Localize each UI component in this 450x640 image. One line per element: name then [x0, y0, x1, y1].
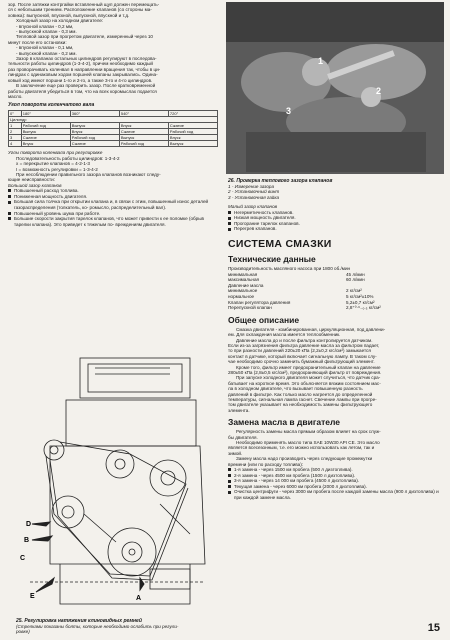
table-cell: Выпуск — [21, 129, 70, 135]
overview-line: то при разности давлений 220±20 кПа (2,2±0,2 кгс/см²) замыкается — [228, 348, 371, 354]
overview-line: Кроме того, фильтр имеет предохранительный клапан на давление — [236, 364, 381, 370]
table-header-cell: 0° — [9, 111, 22, 117]
bullet-icon — [8, 195, 11, 198]
order-paragraph: масло. — [8, 93, 23, 99]
overview-line: Давление масла до и после фильтра контролируется датчиком. — [236, 337, 373, 343]
spec-value: 5,2±0,7 кг/см² — [346, 299, 375, 305]
photo-caption: 26. Проверка теплового зазора клапанов — [228, 178, 333, 184]
photo-legend-item: 3 - Установочная гайка — [228, 194, 280, 200]
table-cell: Рабочий ход — [119, 141, 168, 147]
section-title: СИСТЕМА СМАЗКИ — [228, 238, 332, 250]
table-cell: 1 — [9, 123, 22, 129]
overview-line: температуры, сигнальная лампа гаснет. Свечение лампы при прогре- — [228, 397, 377, 403]
spec-key: нормальное — [228, 293, 255, 299]
bullet-icon — [228, 474, 231, 477]
overview-line: Если из-за загрязнения фильтра давление масла за фильтром падает, — [228, 342, 380, 348]
table-header-cell: 720° — [168, 111, 217, 117]
oil-change-line: Замену масла надо производить через следующие промежутки — [236, 456, 373, 462]
spec-value: 2,8⁺⁰·⁶₋₀.₃ кг/см² — [346, 305, 381, 311]
cold-clearance-item: - выпускной клапан - 0,3 мм. — [16, 29, 77, 35]
table-cell: Сжатие — [70, 141, 119, 147]
table-cell: Рабочий ход — [21, 123, 70, 129]
left-column — [8, 2, 220, 227]
list-item-text: Большая сила толчка при открытии клапана и, в связи с этим, повышенный износ деталей газораспределения (толкатель, ко- ромысло, распределительный вал). — [14, 199, 209, 210]
table-cell: Выпуск — [70, 123, 119, 129]
table-cell: Сжатие — [21, 135, 70, 141]
table-title: Угол поворота коленчатого вала — [8, 102, 95, 109]
list-item — [8, 216, 220, 227]
diagram-caption-note: ровке) — [16, 629, 30, 635]
list-item-text: Перегрев клапанов. — [234, 226, 277, 232]
oil-change-line: Регулярность замены масла прямым образом влияет на срок служ- — [236, 429, 381, 435]
oil-change-line: бы двигателя. — [228, 434, 258, 440]
oil-change-line: времени (или по расходу топлива): — [228, 461, 304, 467]
spec-value: 45 л/мин — [346, 271, 365, 277]
oil-change-line: Необходимо применять масло типа SAE 10W30 API CE. Это масло — [236, 440, 380, 446]
list-item-text: Текущая замена - через 6000 км пробега (2000 л дизтоплива). — [234, 483, 367, 489]
overview-line: контакт в датчике, который включает сигнальную лампу. В таком слу- — [228, 353, 377, 359]
overview-heading: Общее описание — [228, 314, 300, 325]
table-cell: Выпуск — [119, 135, 168, 141]
bullet-icon — [228, 217, 231, 220]
order-paragraph: Зазор в клапанах остальных цилиндров регулируют в последова- — [16, 56, 157, 62]
engine-photo — [226, 2, 444, 174]
bullet-icon — [228, 211, 231, 214]
intro-line: ся с небольшим трением. Расположение клапанов (со стороны ма- — [8, 7, 152, 13]
list-item-text: Повышенный уровень шума при работе. — [14, 210, 101, 216]
angles-title: Углы поворота коленвала при регулировке — [8, 150, 103, 156]
oil-change-heading: Замена масла в двигателе — [228, 417, 341, 428]
diagram-caption: 25. Регулировка натяжения клиновидных ремней — [16, 618, 142, 624]
photo-legend-item: 2 - Установочный винт — [228, 189, 280, 195]
list-item-text: Очистка центрифуги - через 3000 км пробега после каждой замены масла (900 л дизтоплива) и при каждой замене масла. — [234, 489, 439, 501]
order-paragraph: работы двигателя убедиться в том, что на всех коромыслах подается — [8, 88, 157, 94]
diagram-caption-block — [16, 618, 216, 635]
spec-key: Давление масла — [228, 282, 264, 288]
angles-line: При несоблюдении правильного зазора клапанов возникают следу- — [16, 171, 161, 177]
list-item-text: 1-я замена - через 1500 км пробега (500 л дизтоплива). — [234, 467, 353, 473]
list-item-text: Повышенный расход топлива. — [14, 188, 79, 194]
page-number: 15 — [427, 622, 440, 634]
overview-line: ем. Для охлаждения масла имеется теплообменник. — [228, 332, 341, 338]
spec-row — [228, 305, 442, 311]
small-gap-title: Малый зазор клапанов — [228, 204, 278, 210]
angles-line: I = возможность регулировки = 1-3-4-2 — [16, 166, 98, 172]
bullet-icon — [228, 228, 231, 231]
cold-clearance-title: Холодный зазор на холодном двигателе: — [16, 18, 104, 24]
overview-line: чае необходимо срочно заменить бумажный фильтрующий элемент. — [228, 359, 375, 365]
table-header-cell: 540° — [119, 111, 168, 117]
diagram-label-e: E — [30, 593, 35, 600]
spec-key: минимальная — [228, 271, 258, 277]
angles-line: х = перекрытие клапанов = 4-2-1-3 — [16, 161, 90, 167]
list-item-text: Низкая мощность двигателя. — [234, 215, 296, 221]
table-subheader: Цилиндр — [9, 117, 218, 123]
order-paragraph: тельности работы цилиндров (1-3-4-2), причем необходимо каждый — [8, 61, 153, 67]
oil-change-line: является всесезонным, т.е. его можно использовать как летом, так и — [228, 445, 375, 451]
bullet-icon — [8, 201, 11, 204]
bullet-icon — [8, 212, 11, 215]
spec-key: Клапан регулятора давления — [228, 299, 291, 305]
bullet-icon — [8, 189, 11, 192]
table-cell: 4 — [9, 141, 22, 147]
belt-tension-diagram — [10, 354, 215, 619]
diagram-caption-note: (Стрелками показаны болты, которые необходимо ослабить при регули- — [16, 624, 179, 629]
table-cell: Впуск — [21, 141, 70, 147]
diagram-label-c: C — [20, 555, 26, 562]
list-item-text: Негерметичность клапанов. — [234, 209, 294, 215]
list-item-text: Пониженная мощность двигателя. — [14, 193, 88, 199]
table-header-cell: 360° — [70, 111, 119, 117]
list-item-text: 2-я замена - через 4500 км пробега (1500 л дизтоплива). — [234, 472, 356, 478]
overview-line: При запуске холодного двигателя может случиться, что датчик сра- — [236, 375, 381, 381]
list-item — [228, 226, 442, 232]
table-cell: Впуск — [70, 129, 119, 135]
overview-line: ла в холодном двигателе, что вызывает повышенную разность — [228, 386, 363, 392]
overview-line: том двигателе указывает на необходимость замены фильтрующего — [228, 402, 373, 408]
angles-line: Последовательность работы цилиндров: 1-3-4-2 — [16, 155, 120, 161]
valve-clearance-photo — [226, 2, 444, 174]
overview-line: батывает на короткое время. Это объясняется вязким состоянием мас- — [228, 380, 381, 386]
intro-line: зор. После затяжки контргайки вставленный щуп должен перемещать- — [8, 2, 160, 7]
overview-line: элемента. — [228, 407, 250, 413]
bullet-icon — [228, 480, 231, 483]
bullet-icon — [8, 217, 11, 220]
order-paragraph: ковый ход имеют поршни 1-го и 2-го, а также 3-го и 4-го цилиндров. — [8, 77, 153, 83]
intro-line: ховика): выпускной, впускной, выпускной, впускной и т.д. — [8, 12, 130, 18]
spec-value: 2 кг/см² — [346, 288, 362, 294]
warm-clearance-item: - выпускной клапан - 0,2 мм. — [16, 50, 77, 56]
diagram-label-a: A — [136, 595, 142, 602]
bullet-icon — [228, 468, 231, 471]
warm-clearance-item: - впускной клапан - 0,1 мм, — [16, 45, 74, 51]
table-cell: Выпуск — [168, 141, 217, 147]
right-column — [228, 178, 442, 501]
warm-clearance-title: минут после его остановки: — [8, 39, 67, 45]
svg-text:3: 3 — [286, 106, 292, 116]
spec-key: максимальная — [228, 277, 260, 283]
order-paragraph: линдрах с одинаковым ходом поршней клапаны закрывались. Одина- — [8, 72, 158, 78]
table-cell: Сжатие — [168, 123, 217, 129]
table-cell: 2 — [9, 129, 22, 135]
list-item — [8, 199, 220, 210]
bullet-icon — [228, 222, 231, 225]
spec-key: минимальное — [228, 288, 258, 294]
svg-text:2: 2 — [376, 86, 382, 96]
spec-value: 60 л/мин — [346, 277, 365, 283]
table-cell: Сжатие — [119, 129, 168, 135]
order-paragraph: раз проворачивать коленвал в направлении вращения так, чтобы в ци- — [8, 66, 161, 72]
table-row — [9, 141, 218, 147]
table-header-cell: 180° — [21, 111, 70, 117]
tech-data-heading: Технические данные — [228, 254, 316, 264]
list-item — [228, 489, 442, 500]
bullet-icon — [228, 491, 231, 494]
warm-clearance-title: Тепловой зазор при прогретом двигателе, измеренный через 10 — [16, 34, 153, 40]
spec-key: Перепускной клапан — [228, 305, 272, 311]
svg-text:1: 1 — [318, 56, 324, 66]
spec-value: 5 кг/см²±10% — [346, 293, 374, 299]
crank-angle-table — [8, 110, 218, 147]
large-gap-title: Большой зазор клапанов — [8, 182, 62, 188]
table-cell: Впуск — [168, 135, 217, 141]
table-cell: 3 — [9, 135, 22, 141]
belt-diagram-figure — [10, 354, 215, 619]
diagram-label-d: D — [26, 521, 32, 528]
diagram-label-b: B — [24, 537, 30, 544]
list-item-text: Большие скорости закрытия тарелок клапанов, что может привести к ее поломке (обрыв тарелки клапана). Это приведет к тяжелым по- вреждениям двигателя. — [14, 216, 204, 227]
order-paragraph: В заключение еще раз проверить зазор. После кратковременной — [16, 83, 156, 89]
overview-line: 280±50 кПа (2,8±0,5 кгс/см²), предохраняющий фильтр от повреждения. — [228, 370, 382, 375]
list-item-text: 3-я замена - через 14 000 км пробега (4500 л дизтоплива). — [234, 478, 360, 484]
photo-legend-item: 1 - Измерение зазора — [228, 184, 275, 189]
table-cell: Рабочий ход — [70, 135, 119, 141]
table-cell: Впуск — [119, 123, 168, 129]
bullet-icon — [228, 485, 231, 488]
overview-line: Смазка двигателя - комбинированная, циркуляционная, под давлени- — [236, 326, 386, 332]
spec-key: Производительность масляного насоса при 1800 об./мин — [228, 266, 351, 271]
table-cell: Рабочий ход — [168, 129, 217, 135]
overview-line: давлений в фильтре. Как только масло нагреется до определенной — [228, 391, 373, 397]
angles-line: ющие неисправности: — [8, 177, 55, 183]
cold-clearance-item: - впускной клапан - 0,2 мм, — [16, 23, 74, 29]
oil-change-line: зимой. — [228, 450, 243, 456]
list-item-text: Прогорание тарелок клапанов. — [234, 220, 300, 226]
